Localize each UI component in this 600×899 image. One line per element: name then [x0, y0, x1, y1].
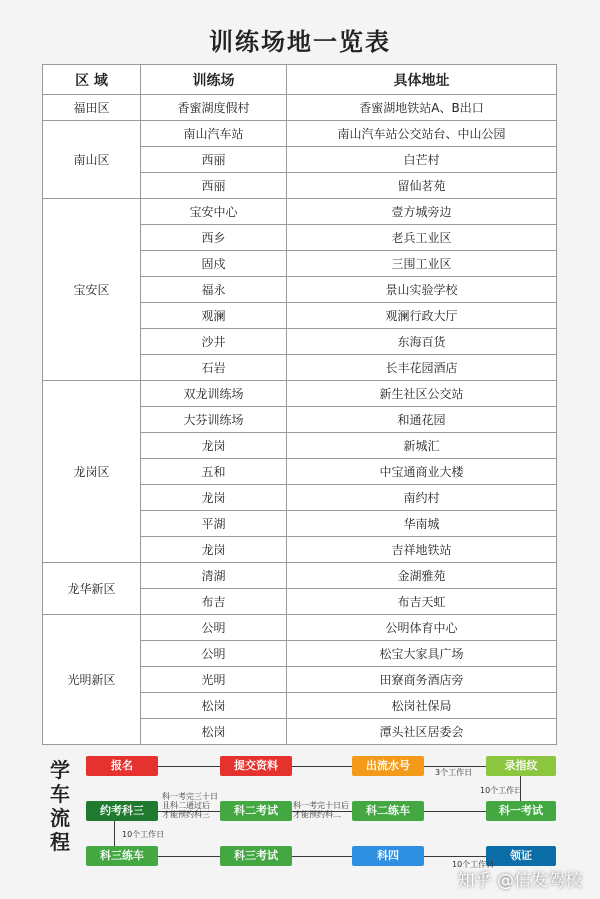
address-cell: 长丰花园酒店: [287, 355, 557, 381]
site-cell: 沙井: [141, 329, 287, 355]
header-site: 训练场: [141, 65, 287, 95]
address-cell: 景山实验学校: [287, 277, 557, 303]
flow-title-char: 车: [50, 782, 70, 806]
site-cell: 平湖: [141, 511, 287, 537]
note-line: 科一考完三十日: [162, 792, 218, 801]
site-cell: 西丽: [141, 173, 287, 199]
address-cell: 松岗社保局: [287, 693, 557, 719]
site-table: [42, 64, 557, 745]
flow-line-row1: [126, 766, 486, 767]
step-exam3: 科三考试: [220, 846, 292, 866]
address-cell: 三围工业区: [287, 251, 557, 277]
address-cell: 松宝大家具广场: [287, 641, 557, 667]
region-cell: 光明新区: [43, 615, 141, 745]
site-cell: 松岗: [141, 719, 287, 745]
note-line: 科一考完十日后: [293, 801, 349, 810]
note-10days-b: 10个工作日: [122, 830, 165, 839]
site-cell: 布吉: [141, 589, 287, 615]
table-row: [43, 381, 557, 407]
site-cell: 五和: [141, 459, 287, 485]
region-cell: 福田区: [43, 95, 141, 121]
header-address: 具体地址: [287, 65, 557, 95]
note-line: 才能预约科三: [162, 810, 210, 819]
site-cell: 西丽: [141, 147, 287, 173]
site-cell: 公明: [141, 615, 287, 641]
site-cell: 南山汽车站: [141, 121, 287, 147]
address-cell: 观澜行政大厅: [287, 303, 557, 329]
flow-line-row3: [126, 856, 486, 857]
address-cell: 新城汇: [287, 433, 557, 459]
note-exam2-rule: [293, 801, 349, 819]
site-cell: 龙岗: [141, 537, 287, 563]
site-cell: 福永: [141, 277, 287, 303]
note-exam3-rule: [162, 792, 218, 819]
site-cell: 双龙训练场: [141, 381, 287, 407]
step-fingerprint: 录指纹: [486, 756, 556, 776]
watermark: 知乎 @信发驾校: [457, 871, 582, 891]
note-3days: 3个工作日: [435, 768, 473, 777]
address-cell: 中宝通商业大楼: [287, 459, 557, 485]
site-cell: 石岩: [141, 355, 287, 381]
site-cell: 龙岗: [141, 485, 287, 511]
site-cell: 观澜: [141, 303, 287, 329]
region-cell: 龙岗区: [43, 381, 141, 563]
region-cell: 南山区: [43, 121, 141, 199]
address-cell: 壹方城旁边: [287, 199, 557, 225]
step-train2: 科二练车: [352, 801, 424, 821]
step-train3: 科三练车: [86, 846, 158, 866]
address-cell: 香蜜湖地铁站A、B出口: [287, 95, 557, 121]
flow-title-char: 程: [50, 830, 70, 854]
address-cell: 公明体育中心: [287, 615, 557, 641]
step-serial: 出流水号: [352, 756, 424, 776]
step-signup: 报名: [86, 756, 158, 776]
site-cell: 松岗: [141, 693, 287, 719]
table-row: [43, 199, 557, 225]
site-cell: 龙岗: [141, 433, 287, 459]
flow-title-char: 学: [50, 758, 70, 782]
address-cell: 布吉天虹: [287, 589, 557, 615]
step-exam2: 科二考试: [220, 801, 292, 821]
site-cell: 公明: [141, 641, 287, 667]
header-region: 区 域: [43, 65, 141, 95]
step-exam1: 科一考试: [486, 801, 556, 821]
address-cell: 东海百货: [287, 329, 557, 355]
address-cell: 南约村: [287, 485, 557, 511]
page-title: 训练场地一览表: [209, 28, 391, 56]
site-cell: 光明: [141, 667, 287, 693]
address-cell: 田寮商务酒店旁: [287, 667, 557, 693]
table-row: [43, 95, 557, 121]
address-cell: 南山汽车站公交站台、中山公园: [287, 121, 557, 147]
note-line: 才能预约科二: [293, 810, 341, 819]
site-cell: 大芬训练场: [141, 407, 287, 433]
site-cell: 香蜜湖度假村: [141, 95, 287, 121]
site-cell: 清湖: [141, 563, 287, 589]
address-cell: 新生社区公交站: [287, 381, 557, 407]
site-cell: 宝安中心: [141, 199, 287, 225]
address-cell: 留仙茗苑: [287, 173, 557, 199]
table-row: [43, 615, 557, 641]
step-submit: 提交资料: [220, 756, 292, 776]
step-license: 领证: [486, 846, 556, 866]
address-cell: 华南城: [287, 511, 557, 537]
note-line: 且科二通过后: [162, 801, 210, 810]
address-cell: 金湖雅苑: [287, 563, 557, 589]
region-cell: 宝安区: [43, 199, 141, 381]
address-cell: 和通花园: [287, 407, 557, 433]
table-row: [43, 121, 557, 147]
note-10days-c: 10个工作日: [452, 860, 495, 869]
note-10days-a: 10个工作日: [480, 786, 523, 795]
step-book-exam3: 约考科三: [86, 801, 158, 821]
table-header-row: [43, 65, 557, 95]
site-cell: 西乡: [141, 225, 287, 251]
region-cell: 龙华新区: [43, 563, 141, 615]
learning-flow: [42, 748, 562, 873]
site-cell: 固戍: [141, 251, 287, 277]
table-row: [43, 563, 557, 589]
step-exam4: 科四: [352, 846, 424, 866]
table-body: [43, 95, 557, 745]
address-cell: 吉祥地铁站: [287, 537, 557, 563]
address-cell: 老兵工业区: [287, 225, 557, 251]
address-cell: 白芒村: [287, 147, 557, 173]
address-cell: 潭头社区居委会: [287, 719, 557, 745]
flow-title-char: 流: [50, 806, 70, 830]
flow-title: [42, 758, 78, 854]
